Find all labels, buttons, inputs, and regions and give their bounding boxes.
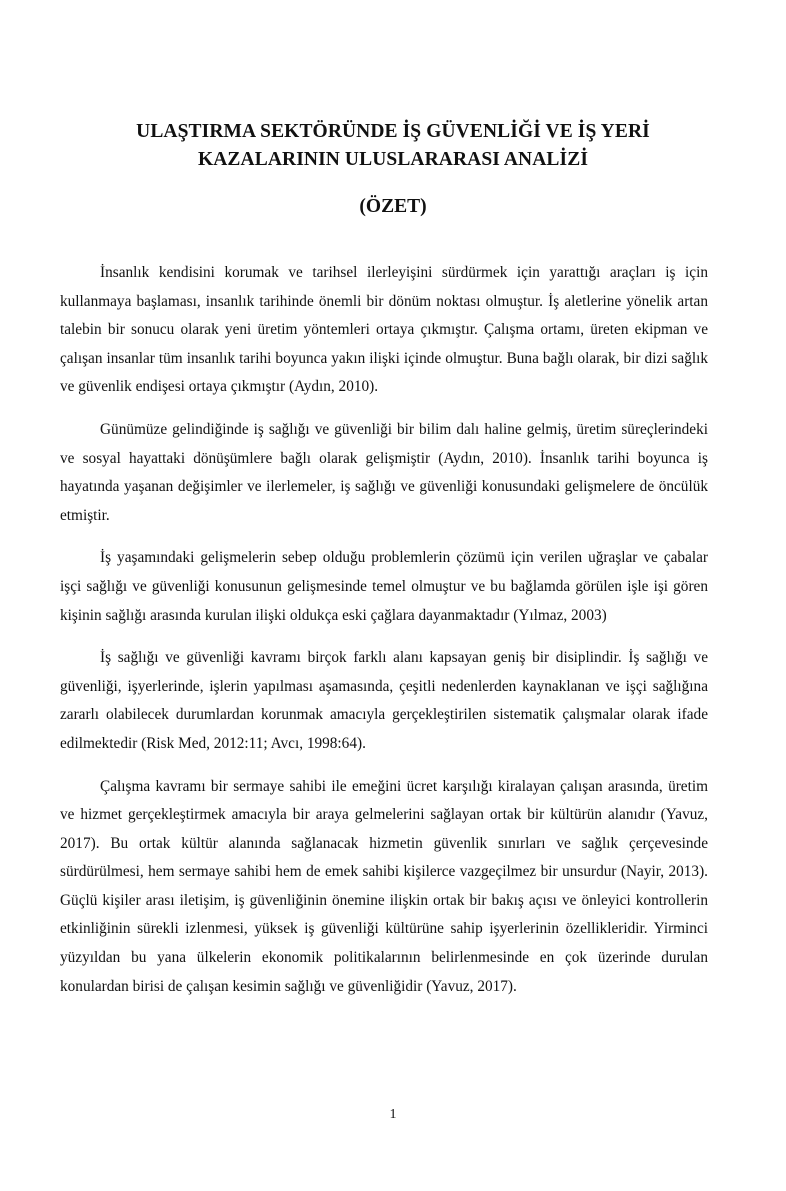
document-subtitle: (ÖZET)	[359, 196, 427, 217]
paragraph-4: İş sağlığı ve güvenliği kavramı birçok farklı alanı kapsayan geniş bir disiplindir. İş sağlığı ve güvenliği, işyerlerinde, işlerin yapılması aşamasında, çeşitli nedenlerden kaynaklanan ve işçi sağlığına zararlı olabilecek durumlardan korunmak amacıyla gerçekleştirilen sistematik çalışmalar olarak ifade edilmektedir (Risk Med, 2012:11; Avcı, 1998:64).	[60, 649, 708, 752]
page-number: 1	[389, 1107, 397, 1122]
document-title	[60, 118, 726, 174]
paragraph-3: İş yaşamındaki gelişmelerin sebep olduğu problemlerin çözümü için verilen uğraşlar ve çabalar işçi sağlığı ve güvenliği konusunun gelişmesinde temel olmuştur ve bu bağlamda görülen işle işi gören kişinin sağlığı arasında kurulan ilişki oldukça eski çağlara dayanmaktadır (Yılmaz, 2003)	[60, 549, 708, 624]
paragraph-2: Günümüze gelindiğinde iş sağlığı ve güvenliği bir bilim dalı haline gelmiş, üretim süreçlerindeki ve sosyal hayattaki dönüşümlere bağlı olarak gelişmiştir (Aydın, 2010). İnsanlık tarihi boyunca iş hayatında yaşanan değişimler ve ilerlemeler, iş sağlığı ve güvenliği konusundaki gelişmelere de öncülük etmiştir.	[60, 420, 708, 524]
document-body	[60, 259, 708, 1015]
paragraph-5: Çalışma kavramı bir sermaye sahibi ile emeğini ücret karşılığı kiralayan çalışan arasında, üretim ve hizmet gerçekleştirmek amacıyla bir araya gelmelerini sağlayan ortak bir kültürün alanıdır (Yavuz, 2017). Bu ortak kültür alanında sağlanacak hizmetin güvenlik sınırları ve sağlık çerçevesinde sürdürülmesi, hem sermaye sahibi hem de emek sahibi kişilerce vazgeçilmez bir unsurdur (Nayir, 2013). Güçlü kişiler arası iletişim, iş güvenliğinin önemine ilişkin ortak bir bakış açısı ve önleyici kontrollerin etkinliğinin sürekli izlenmesi, yüksek iş güvenliği kültürüne sahip işyerlerinin özellikleridir. Yirminci yüzyıldan bu yana ülkelerin ekonomik politikalarının belirlenmesinde en çok üzerinde durulan konulardan birisi de çalışan kesimin sağlığı ve güvenliğidir (Yavuz, 2017).	[60, 777, 708, 995]
paragraph-1: İnsanlık kendisini korumak ve tarihsel ilerleyişini sürdürmek için yarattığı araçları iş için kullanmaya başlaması, insanlık tarihinde önemli bir dönüm noktası olmuştur. İş aletlerine yönelik artan talebin bir sonucu olarak yeni üretim yöntemleri ortaya çıkmıştır. Çalışma ortamı, üreten ekipman ve çalışan insanlar tüm insanlık tarihi boyunca yakın ilişki içinde olmuştur. Buna bağlı olarak, bir dizi sağlık ve güvenlik endişesi ortaya çıkmıştır (Aydın, 2010).	[60, 264, 708, 396]
title-line-2: KAZALARININ ULUSLARARASI ANALİZİ	[197, 149, 589, 170]
title-line-1: ULAŞTIRMA SEKTÖRÜNDE İŞ GÜVENLİĞİ VE İŞ YERİ	[136, 121, 650, 142]
